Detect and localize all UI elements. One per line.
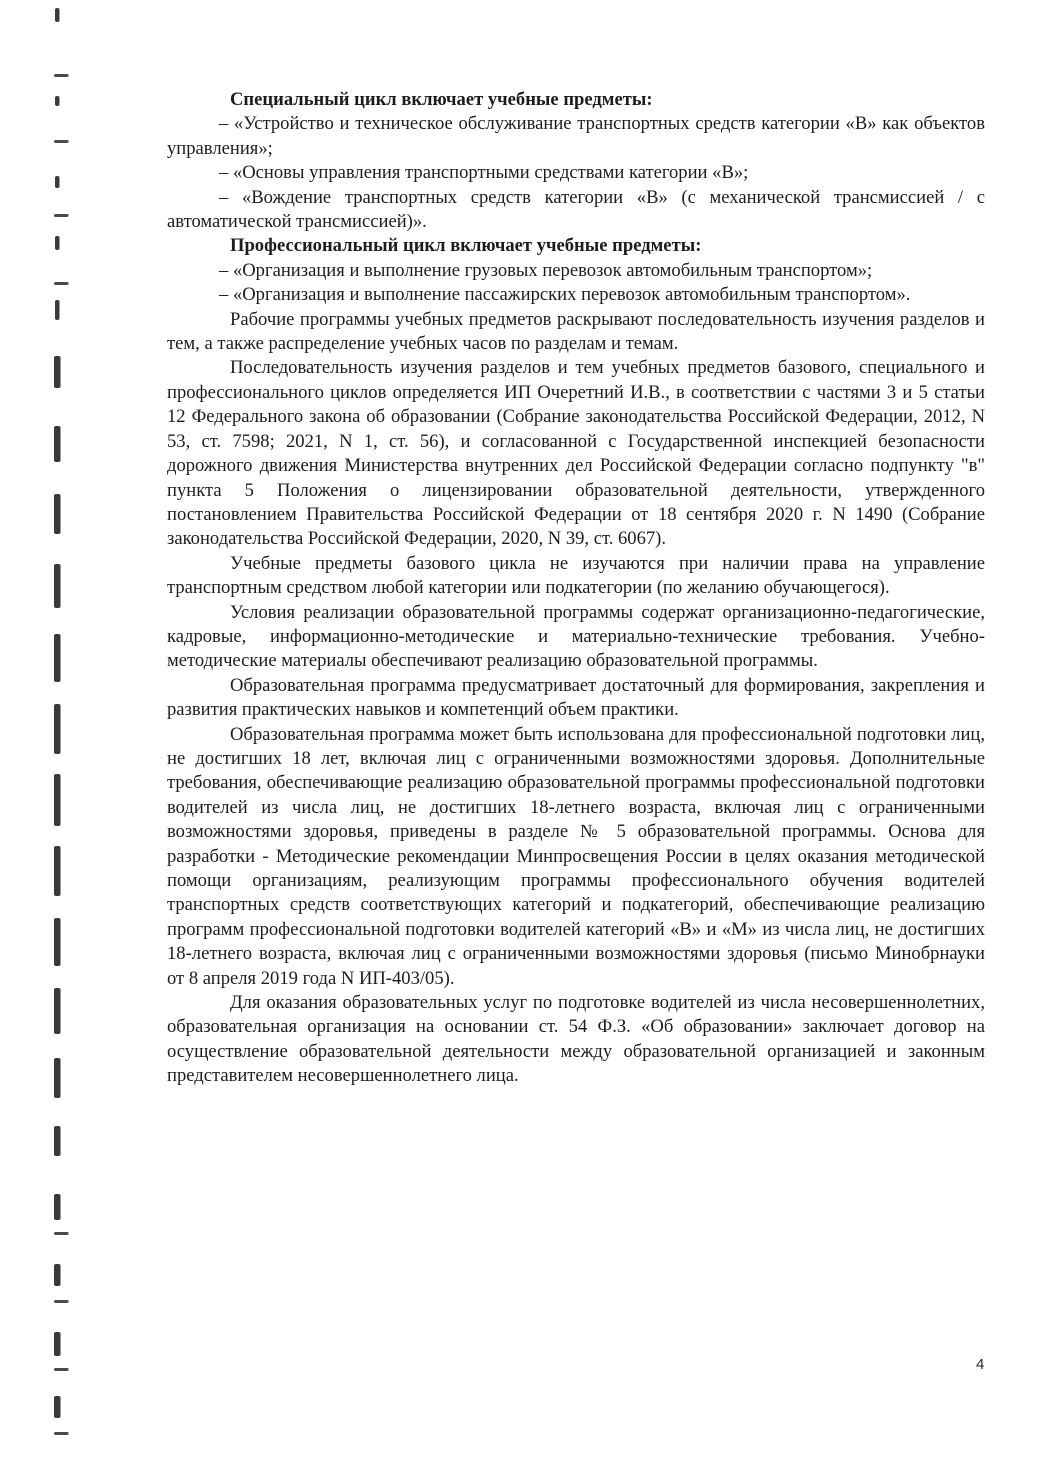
binding-hole xyxy=(54,634,60,682)
page-number: 4 xyxy=(976,1356,985,1373)
binding-hole xyxy=(54,426,60,462)
binding-hole xyxy=(55,8,59,22)
professional-cycle-heading: Профессиональный цикл включает учебные предметы: xyxy=(230,235,702,257)
binding-hole xyxy=(54,1332,60,1356)
paragraph-work-programs: Рабочие программы учебных предметов раскрывают последовательность изучения разделов и тем, а также распределение учебных часов по разделам и темам. xyxy=(167,308,985,355)
paragraph-implementation-conditions: Условия реализации образовательной программы содержат организационно-педагогические, кадровые, информационно-методические и материально-технические требования. Учебно-методические материалы обеспечивают реализацию образовательной программы. xyxy=(167,601,985,672)
professional-item: – «Организация и выполнение пассажирских перевозок автомобильным транспортом». xyxy=(219,284,911,306)
professional-item: – «Организация и выполнение грузовых перевозок автомобильным транспортом»; xyxy=(219,259,873,281)
binding-hole xyxy=(54,846,60,896)
paragraph-minors-training: Образовательная программа может быть использована для профессиональной подготовки лиц, не достигших 18 лет, включая лиц с ограниченными возможностями здоровья. Дополнительные требования, обеспечивающие реализацию образовательной программы профессиональной подготовки водителей из числа лиц, не достигших 18-летнего возраста, включая лиц с ограниченными возможностями здоровья, приведены в разделе № 5 образовательной программы. Основа для разработки - Методические рекомендации Минпросвещения России в целях оказания методической помощи организациям, реализующим программы профессионального обучения водителей транспортных средств соответствующих категорий и подкатегорий, обеспечивающие реализацию программ профессиональной подготовки водителей категорий «B» и «M» из числа лиц, не достигших 18-летнего возраста, включая лиц с ограниченными возможностями здоровья (письмо Минобрнауки от 8 апреля 2019 года N ИП-403/05). xyxy=(167,723,985,989)
binding-hole xyxy=(54,918,60,966)
binding-hole xyxy=(54,1368,68,1371)
paragraph-study-sequence: Последовательность изучения разделов и тем учебных предметов базового, специального и профессионального циклов определяется ИП Очеретний И.В., в соответствии с частями 3 и 5 статьи 12 Федерального закона об образовании (Собрание законодательства Российской Федерации, 2012, N 53, ст. 7598; 2021, N 1, ст. 56), и согласованной с Государственной инспекцией безопасности дорожного движения Министерства внутренних дел Российской Федерации согласно подпункту "в" пункта 5 Положения о лицензировании образовательной деятельности, утвержденного постановлением Правительства Российской Федерации от 18 сентября 2020 г. N 1490 (Собрание законодательства Российской Федерации, 2020, N 39, ст. 6067). xyxy=(167,357,985,550)
special-item: – «Устройство и техническое обслуживание транспортных средств категории «B» как объектов управления»; xyxy=(167,113,985,159)
binding-hole xyxy=(54,1396,60,1418)
binding-hole xyxy=(54,74,68,77)
binding-hole xyxy=(54,1432,68,1435)
binding-hole xyxy=(54,1264,60,1286)
special-item: – «Основы управления транспортными средствами категории «B»; xyxy=(219,162,749,184)
paragraph-contract: Для оказания образовательных услуг по подготовке водителей из числа несовершеннолетних, образовательная организация на основании ст. 54 Ф.З. «Об образовании» заключает договор на осуществление образовательной деятельности между образовательной организацией и законным представителем несовершеннолетнего лица. xyxy=(167,992,985,1087)
spiral-binding-holes xyxy=(48,0,72,1463)
binding-hole xyxy=(54,214,68,217)
binding-hole xyxy=(55,236,59,250)
binding-hole xyxy=(54,988,60,1034)
binding-hole xyxy=(54,356,60,388)
binding-hole xyxy=(54,494,60,534)
binding-hole xyxy=(55,176,59,188)
binding-hole xyxy=(54,1126,60,1156)
binding-hole xyxy=(54,140,68,143)
paragraph-base-cycle: Учебные предметы базового цикла не изучаются при наличии права на управление транспортным средством любой категории или подкатегории (по желанию обучающегося). xyxy=(167,552,985,599)
binding-hole xyxy=(54,1058,60,1098)
special-cycle-heading: Специальный цикл включает учебные предметы: xyxy=(230,89,653,110)
binding-hole xyxy=(54,1300,68,1303)
paragraph-practice: Образовательная программа предусматривает достаточный для формирования, закрепления и развития практических навыков и компетенций объем практики. xyxy=(167,674,985,721)
binding-hole xyxy=(54,1194,60,1220)
binding-hole xyxy=(55,96,59,106)
binding-hole xyxy=(55,300,59,320)
special-item: – «Вождение транспортных средств категории «B» (с механической трансмиссией / с автоматической трансмиссией)». xyxy=(167,186,985,233)
binding-hole xyxy=(54,564,60,608)
binding-hole xyxy=(54,1232,68,1235)
binding-hole xyxy=(54,704,60,754)
binding-hole xyxy=(54,774,60,826)
page-body xyxy=(167,88,985,1089)
binding-hole xyxy=(54,282,68,285)
